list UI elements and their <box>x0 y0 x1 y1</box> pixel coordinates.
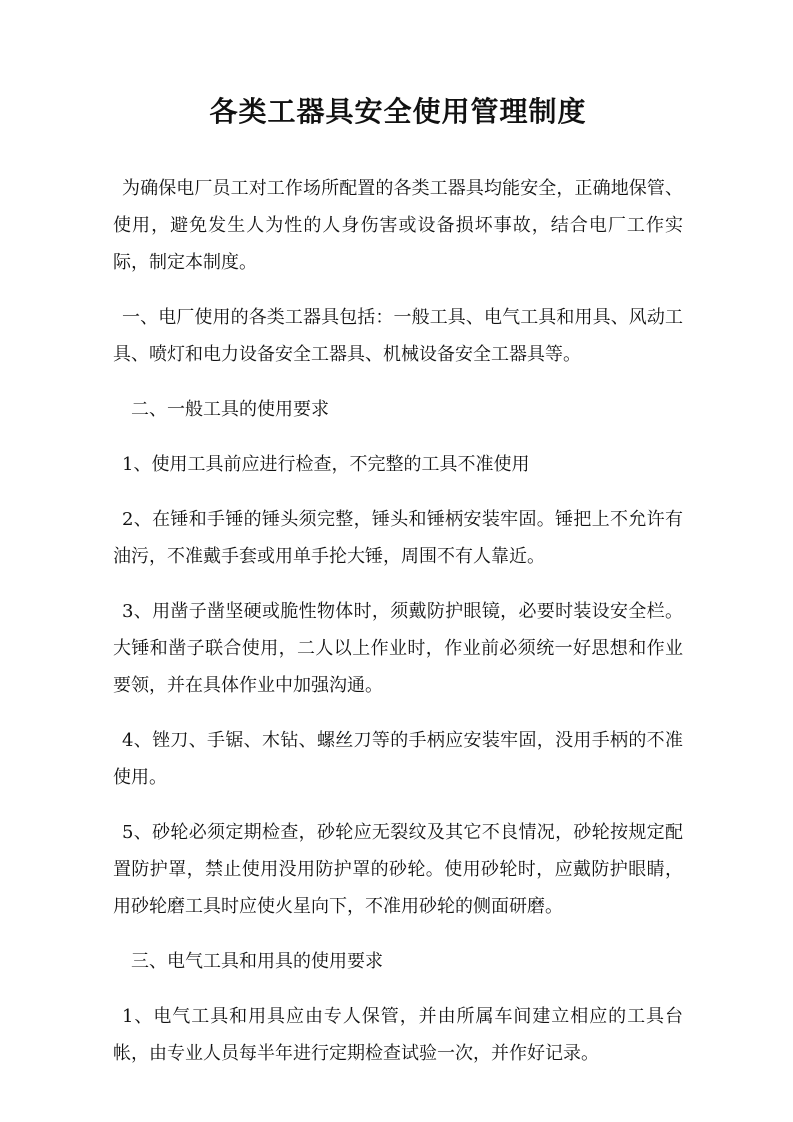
section-3-item-1: 1、电气工具和用具应由专人保管，并由所属车间建立相应的工具台帐，由专业人员每半年进行定期检查试验一次，并作好记录。 <box>113 1006 683 1064</box>
section-2-item-3: 3、用凿子凿坚硬或脆性物体时，须戴防护眼镜，必要时装设安全栏。大锤和凿子联合使用，二人以上作业时，作业前必须统一好思想和作业要领，并在具体作业中加强沟通。 <box>113 601 683 696</box>
section-2-item-5: 5、砂轮必须定期检查，砂轮应无裂纹及其它不良情况，砂轮按规定配置防护罩，禁止使用没用防护罩的砂轮。使用砂轮时，应戴防护眼睛，用砂轮磨工具时应使火星向下，不准用砂轮的侧面研磨。 <box>113 822 683 917</box>
section-2-item-4: 4、锉刀、手锯、木钻、螺丝刀等的手柄应安装牢固，没用手柄的不准使用。 <box>113 730 683 788</box>
intro-paragraph: 为确保电厂员工对工作场所配置的各类工器具均能安全，正确地保管、使用，避免发生人为性的人身伤害或设备损坏事故，结合电厂工作实际，制定本制度。 <box>113 178 683 273</box>
section-1-paragraph: 一、电厂使用的各类工器具包括：一般工具、电气工具和用具、风动工具、喷灯和电力设备安全工器具、机械设备安全工器具等。 <box>113 307 683 365</box>
section-2-heading: 二、一般工具的使用要求 <box>131 399 329 420</box>
section-3-heading: 三、电气工具和用具的使用要求 <box>131 951 383 972</box>
section-2-item-1: 1、使用工具前应进行检查，不完整的工具不准使用 <box>122 454 530 475</box>
document-title: 各类工器具安全使用管理制度 <box>209 95 587 128</box>
section-2-item-2: 2、在锤和手锤的锤头须完整，锤头和锤柄安装牢固。锤把上不允许有油污，不准戴手套或用单手抡大锤，周围不有人靠近。 <box>113 509 683 567</box>
